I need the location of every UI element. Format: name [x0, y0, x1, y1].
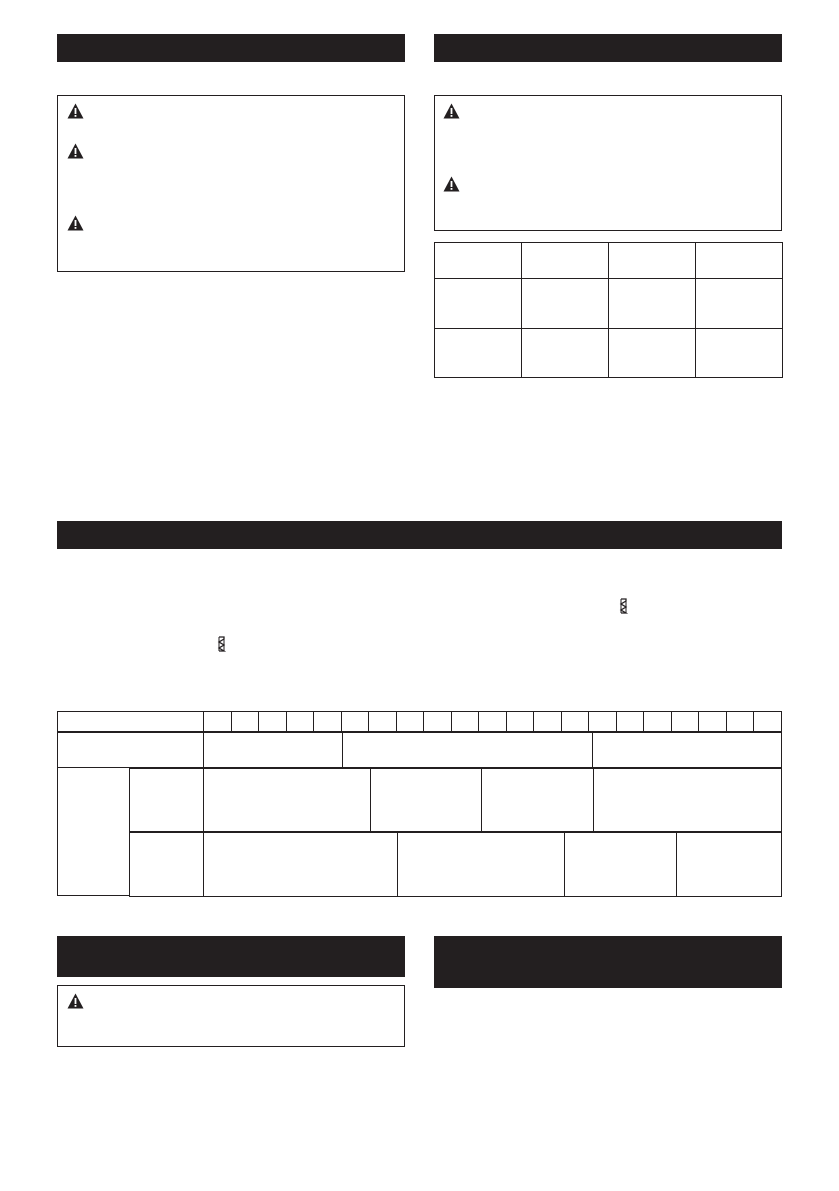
drill-bit-icon	[217, 636, 226, 652]
warning-triangle-icon	[67, 993, 84, 1009]
settings-table-header	[57, 711, 782, 733]
table-cell	[609, 279, 696, 329]
table-cell	[565, 832, 677, 897]
table-cell	[231, 712, 259, 733]
table-cell	[671, 712, 699, 733]
table-cell	[594, 768, 782, 833]
section-header-bottom-left	[57, 936, 405, 977]
table-row	[130, 832, 782, 897]
table-cell	[341, 712, 369, 733]
table-cell	[130, 768, 204, 833]
table-cell	[259, 712, 287, 733]
warning-box-top-left	[57, 95, 405, 272]
table-cell	[371, 768, 482, 833]
warning-triangle-icon	[67, 103, 84, 119]
section-header-middle	[57, 521, 782, 549]
settings-table-row-3	[129, 767, 782, 833]
table-cell	[314, 712, 342, 733]
table-cell	[435, 329, 522, 378]
table-cell	[677, 832, 782, 897]
table-cell	[479, 712, 507, 733]
table-cell	[696, 279, 783, 329]
settings-table-row-2	[57, 731, 782, 769]
drill-bit-icon	[619, 598, 628, 614]
table-row	[435, 243, 783, 279]
table-cell	[589, 712, 617, 733]
table-cell	[593, 732, 782, 769]
table-cell	[534, 712, 562, 733]
section-header-top-right	[434, 34, 782, 62]
table-cell	[204, 768, 371, 833]
section-header-top-left	[57, 34, 405, 62]
table-cell	[609, 329, 696, 378]
spec-table-top-right	[434, 242, 783, 378]
table-cell	[482, 768, 594, 833]
table-cell	[616, 712, 644, 733]
table-cell	[435, 243, 522, 279]
table-cell	[522, 279, 609, 329]
table-cell	[699, 712, 727, 733]
warning-box-bottom-left	[57, 985, 405, 1047]
table-cell	[644, 712, 672, 733]
table-cell	[398, 832, 565, 897]
settings-table-group-label	[57, 767, 130, 896]
table-cell	[204, 832, 398, 897]
table-cell	[696, 329, 783, 378]
warning-triangle-icon	[67, 215, 84, 231]
table-cell	[204, 712, 232, 733]
table-row	[435, 329, 783, 378]
table-cell	[506, 712, 534, 733]
table-row	[435, 279, 783, 329]
table-cell	[561, 712, 589, 733]
warning-box-top-right	[434, 95, 782, 231]
table-cell	[696, 243, 783, 279]
warning-triangle-icon	[67, 143, 84, 159]
table-cell	[522, 243, 609, 279]
table-row	[58, 712, 782, 733]
table-row	[58, 732, 782, 769]
table-cell	[58, 732, 204, 769]
table-cell	[343, 732, 593, 769]
table-cell	[726, 712, 754, 733]
table-cell	[130, 832, 204, 897]
table-cell	[286, 712, 314, 733]
table-row	[130, 768, 782, 833]
table-cell	[424, 712, 452, 733]
warning-triangle-icon	[443, 176, 460, 192]
table-cell	[204, 732, 343, 769]
table-cell	[754, 712, 782, 733]
table-cell	[369, 712, 397, 733]
settings-table-row-4	[129, 831, 782, 897]
table-cell	[435, 279, 522, 329]
section-header-bottom-right	[434, 936, 782, 988]
table-cell	[58, 712, 204, 733]
warning-triangle-icon	[443, 103, 460, 119]
table-cell	[522, 329, 609, 378]
table-cell	[609, 243, 696, 279]
table-cell	[451, 712, 479, 733]
table-cell	[396, 712, 424, 733]
